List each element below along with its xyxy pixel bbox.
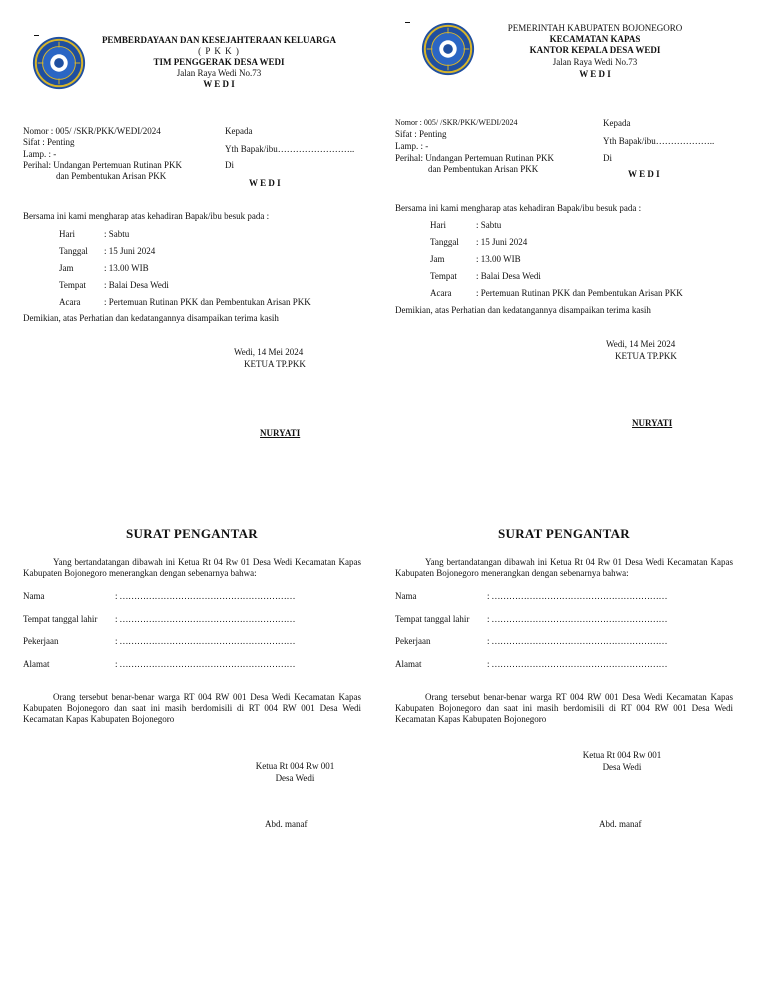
signer-role-rt: Ketua Rt 004 Rw 001 (582, 750, 662, 760)
bojonegoro-emblem-icon (419, 20, 477, 78)
recipient-kepada: Kepada (225, 126, 253, 136)
org-name-line3: TIM PENGGERAK DESA WEDI (153, 57, 285, 67)
detail-label-tanggal: Tanggal (430, 237, 459, 247)
detail-label-jam: Jam (59, 263, 74, 273)
recipient-kepada: Kepada (603, 118, 631, 128)
body-paragraph: Orang tersebut benar-benar warga RT 004 RW 001 Desa Wedi Kecamatan Kapas Kabupaten Bojonegoro dan saat ini masih berdomisili di RT 004 RW 001 Desa Wedi Kecamatan Kapas Kabupaten Bojonegoro (23, 692, 361, 724)
recipient-yth: Yth Bapak/ibu……………….. (603, 136, 715, 146)
body-paragraph: Orang tersebut benar-benar warga RT 004 RW 001 Desa Wedi Kecamatan Kapas Kabupaten Bojonegoro dan saat ini masih berdomisili di RT 004 RW 001 Desa Wedi Kecamatan Kapas Kabupaten Bojonegoro (395, 692, 733, 724)
nomor-line: Nomor : 005/ /SKR/PKK/WEDI/2024 (395, 118, 518, 127)
document-title: SURAT PENGANTAR (498, 526, 630, 541)
recipient-place: W E D I (249, 178, 281, 188)
gov-village: W E D I (579, 69, 611, 79)
detail-value-tanggal: : 15 Juni 2024 (104, 246, 156, 256)
lamp-line: Lamp. : - (23, 149, 57, 159)
detail-label-hari: Hari (59, 229, 75, 239)
field-value-alamat: : …………………………………………………… (115, 659, 296, 669)
intro-paragraph: Yang bertandatangan dibawah ini Ketua Rt 04 Rw 01 Desa Wedi Kecamatan Kapas Kabupaten Bojonegoro menerangkan dengan sebenarnya bahwa: (395, 557, 733, 578)
recipient-place: W E D I (628, 169, 660, 179)
org-name-line1: PEMBERDAYAAN DAN KESEJAHTERAAN KELUARGA (101, 35, 337, 45)
field-value-alamat: : …………………………………………………… (487, 659, 668, 669)
closing-text: Demikian, atas Perhatian dan kedatangannya disampaikan terima kasih (395, 305, 651, 315)
detail-label-tempat: Tempat (59, 280, 86, 290)
field-label-nama: Nama (23, 591, 45, 601)
recipient-yth: Yth Bapak/ibu…………………….. (225, 144, 355, 154)
detail-label-acara: Acara (430, 288, 452, 298)
field-value-ttl: : …………………………………………………… (487, 614, 668, 624)
signer-role: KETUA TP.PKK (244, 359, 306, 369)
pkk-logo-icon (30, 34, 88, 92)
sifat-line: Sifat : Penting (23, 137, 75, 147)
detail-label-jam: Jam (430, 254, 445, 264)
detail-label-hari: Hari (430, 220, 446, 230)
sifat-line: Sifat : Penting (395, 129, 447, 139)
detail-value-hari: : Sabtu (104, 229, 130, 239)
intro-text: Bersama ini kami mengharap atas kehadiran Bapak/ibu besuk pada : (395, 203, 642, 213)
place-date: Wedi, 14 Mei 2024 (234, 347, 304, 357)
signer-name: NURYATI (260, 428, 301, 438)
detail-value-acara: : Pertemuan Rutinan PKK dan Pembentukan Arisan PKK (104, 297, 311, 307)
field-label-pekerjaan: Pekerjaan (23, 636, 59, 646)
document-title: SURAT PENGANTAR (126, 526, 258, 541)
nomor-line: Nomor : 005/ /SKR/PKK/WEDI/2024 (23, 126, 161, 136)
recipient-di: Di (225, 160, 234, 170)
field-label-nama: Nama (395, 591, 417, 601)
gov-name-line1: PEMERINTAH KABUPATEN BOJONEGORO (507, 23, 683, 33)
field-label-alamat: Alamat (395, 659, 422, 669)
detail-label-tempat: Tempat (430, 271, 457, 281)
detail-value-tanggal: : 15 Juni 2024 (476, 237, 528, 247)
detail-label-acara: Acara (59, 297, 81, 307)
intro-text: Bersama ini kami mengharap atas kehadiran Bapak/ibu besuk pada : (23, 211, 270, 221)
lamp-line: Lamp. : - (395, 141, 429, 151)
org-name-line2: ( P K K ) (198, 46, 240, 56)
detail-value-acara: : Pertemuan Rutinan PKK dan Pembentukan Arisan PKK (476, 288, 683, 298)
detail-value-hari: : Sabtu (476, 220, 502, 230)
signer-name: Abd. manaf (265, 819, 308, 829)
field-label-alamat: Alamat (23, 659, 50, 669)
signer-role-village: Desa Wedi (275, 773, 315, 783)
signer-role: KETUA TP.PKK (615, 351, 677, 361)
field-value-pekerjaan: : …………………………………………………… (115, 636, 296, 646)
field-label-ttl: Tempat tanggal lahir (23, 614, 98, 624)
org-address: Jalan Raya Wedi No.73 (176, 68, 262, 78)
field-value-nama: : …………………………………………………… (487, 591, 668, 601)
closing-text: Demikian, atas Perhatian dan kedatangannya disampaikan terima kasih (23, 313, 279, 323)
field-label-ttl: Tempat tanggal lahir (395, 614, 470, 624)
intro-paragraph: Yang bertandatangan dibawah ini Ketua Rt 04 Rw 01 Desa Wedi Kecamatan Kapas Kabupaten Bojonegoro menerangkan dengan sebenarnya bahwa: (23, 557, 361, 578)
signer-name: Abd. manaf (599, 819, 642, 829)
field-value-ttl: : …………………………………………………… (115, 614, 296, 624)
place-date: Wedi, 14 Mei 2024 (606, 339, 676, 349)
gov-address: Jalan Raya Wedi No.73 (552, 57, 638, 67)
org-village: W E D I (203, 79, 235, 89)
field-label-pekerjaan: Pekerjaan (395, 636, 431, 646)
perihal-line2: dan Pembentukan Arisan PKK (56, 171, 167, 181)
field-value-pekerjaan: : …………………………………………………… (487, 636, 668, 646)
signer-role-rt: Ketua Rt 004 Rw 001 (255, 761, 335, 771)
field-value-nama: : …………………………………………………… (115, 591, 296, 601)
gov-name-line2: KECAMATAN KAPAS (549, 34, 641, 44)
detail-value-jam: : 13.00 WIB (104, 263, 149, 273)
perihal-line: Perihal: Undangan Pertemuan Rutinan PKK (395, 153, 554, 163)
detail-value-tempat: : Balai Desa Wedi (476, 271, 541, 281)
detail-value-tempat: : Balai Desa Wedi (104, 280, 169, 290)
signer-role-village: Desa Wedi (602, 762, 642, 772)
detail-value-jam: : 13.00 WIB (476, 254, 521, 264)
perihal-line: Perihal: Undangan Pertemuan Rutinan PKK (23, 160, 182, 170)
mark (405, 22, 410, 23)
signer-name: NURYATI (632, 418, 673, 428)
recipient-di: Di (603, 153, 612, 163)
perihal-line2: dan Pembentukan Arisan PKK (428, 164, 539, 174)
detail-label-tanggal: Tanggal (59, 246, 88, 256)
gov-name-line3: KANTOR KEPALA DESA WEDI (529, 45, 661, 55)
